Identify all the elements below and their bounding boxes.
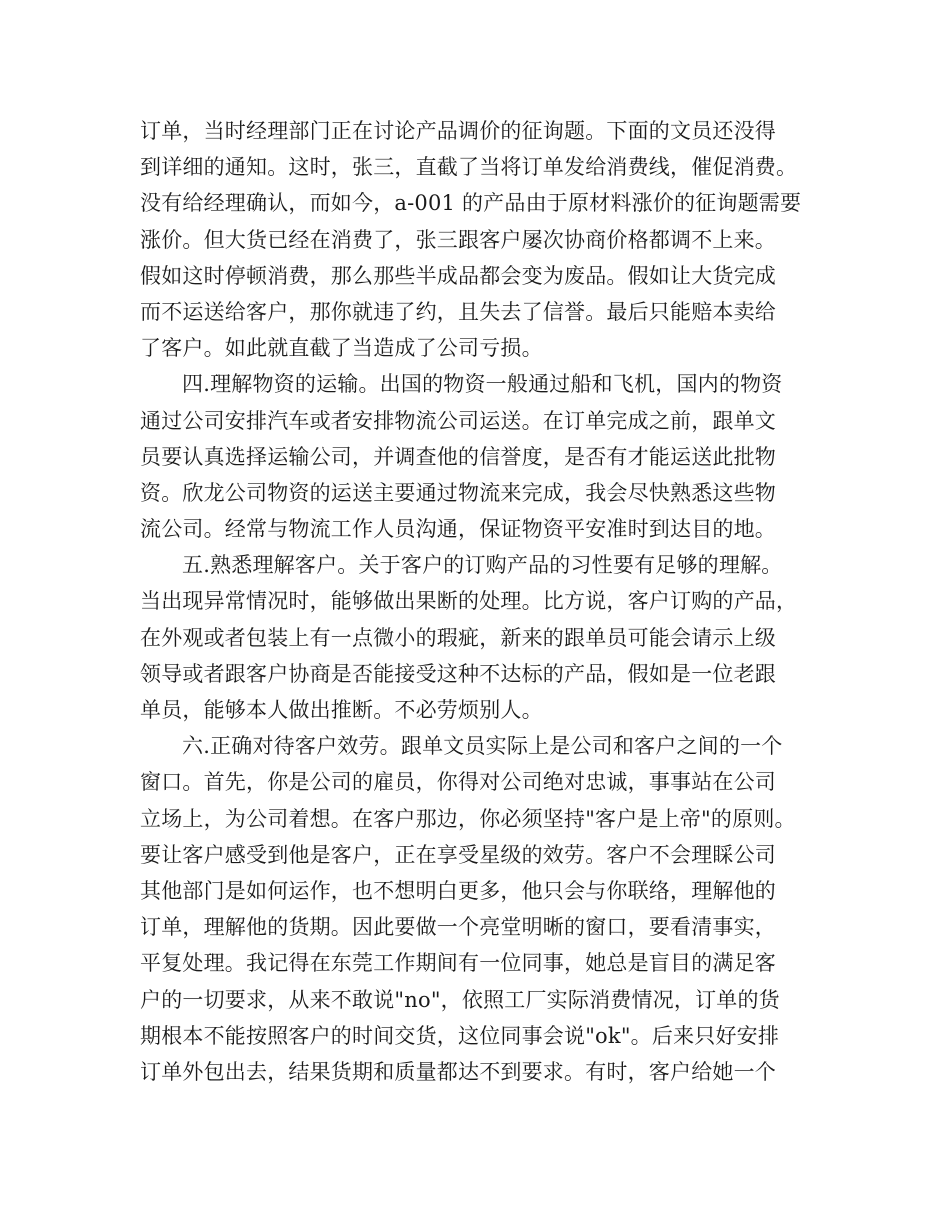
text-line: 领导或者跟客户协商是否能接受这种不达标的产品，假如是一位老跟: [140, 661, 776, 686]
text-line: 假如这时停顿消费，那么那些半成品都会变为废品。假如让大货完成: [140, 263, 776, 288]
text-line: 员要认真选择运输公司，并调查他的信誉度，是否有才能运送此批物: [140, 444, 776, 469]
text-line: 窗口。首先，你是公司的雇员，你得对公司绝对忠诚，事事站在公司: [140, 770, 776, 795]
text-line: 户的一切要求，从来不敢说"no"，依照工厂实际消费情况，订单的货: [140, 987, 780, 1012]
text-line: 单员，能够本人做出推断。不必劳烦别人。: [140, 698, 543, 722]
text-line: 当出现异常情况时，能够做出果断的处理。比方说，客户订购的产品，: [140, 589, 798, 614]
document-body: [140, 113, 820, 1090]
text-line: 了客户。如此就直截了当造成了公司亏损。: [140, 336, 543, 361]
text-line: 要让客户感受到他是客户，正在享受星级的效劳。客户不会理睬公司: [140, 842, 776, 867]
text-line: 订单，理解他的货期。因此要做一个亮堂明晰的窗口，要看清事实，: [140, 915, 776, 940]
text-line: 而不运送给客户，那你就违了约，且失去了信誉。最后只能赔本卖给: [140, 299, 776, 324]
text-line: 订单，当时经理部门正在讨论产品调价的征询题。下面的文员还没得: [140, 119, 776, 143]
text-line: 平复处理。我记得在东莞工作期间有一位同事，她总是盲目的满足客: [140, 951, 776, 976]
text-line: 立场上，为公司着想。在客户那边，你必须坚持"客户是上帝"的原则。: [140, 806, 796, 831]
text-line: 通过公司安排汽车或者安排物流公司运送。在订单完成之前，跟单文: [140, 408, 776, 433]
text-line: 流公司。经常与物流工作人员沟通，保证物资平安准时到达目的地。: [140, 517, 776, 542]
text-line: 在外观或者包装上有一点微小的瑕疵，新来的跟单员可能会请示上级: [140, 625, 776, 650]
text-line: 资。欣龙公司物资的运送主要通过物流来完成，我会尽快熟悉这些物: [140, 480, 776, 505]
section-heading-line: 六.正确对待客户效劳。跟单文员实际上是公司和客户之间的一个: [182, 734, 783, 759]
text-line: 其他部门是如何运作，也不想明白更多，他只会与你联络，理解他的: [140, 878, 776, 903]
text-line: 没有给经理确认，而如今，a-001 的产品由于原材料涨价的征询题需要: [140, 191, 802, 216]
section-heading-line: 四.理解物资的运输。出国的物资一般通过船和飞机，国内的物资: [182, 372, 783, 397]
text-line: 期根本不能按照客户的时间交货，这位同事会说"ok"。后来只好安排: [140, 1023, 780, 1048]
text-line: 涨价。但大货已经在消费了，张三跟客户屡次协商价格都调不上来。: [140, 227, 776, 252]
text-line: 到详细的通知。这时，张三，直截了当将订单发给消费线，催促消费。: [140, 155, 798, 180]
section-heading-line: 五.熟悉理解客户。关于客户的订购产品的习性要有足够的理解。: [182, 553, 783, 578]
text-line: 订单外包出去，结果货期和质量都达不到要求。有时，客户给她一个: [140, 1059, 776, 1084]
